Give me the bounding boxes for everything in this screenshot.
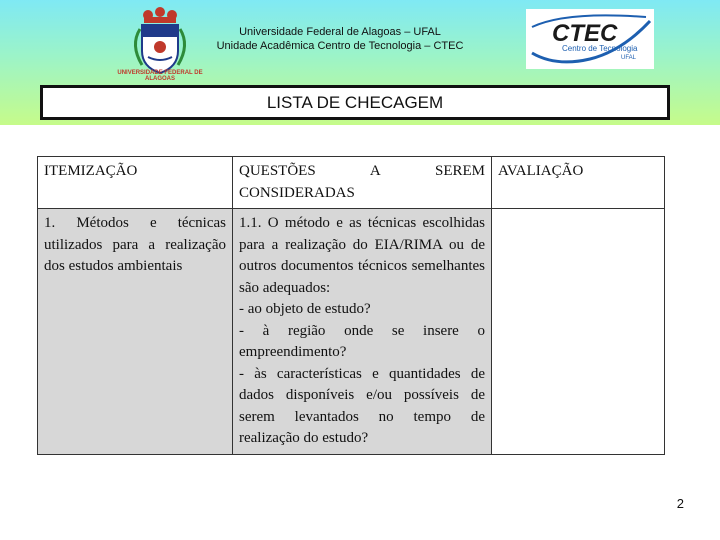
header-evaluation: AVALIAÇÃO [492,157,665,209]
page-number: 2 [676,496,684,511]
table-header-row [38,157,665,209]
questions-cell [233,209,492,455]
academic-unit-name: Unidade Acadêmica Centro de Tecnologia – CTEC [216,40,464,52]
question-sub: - à região onde se insere o empreendimento? [239,322,485,360]
page-title: LISTA DE CHECAGEM [266,93,444,112]
item-cell: 1. Métodos e técnicas utilizados para a realização dos estudos ambientais [38,209,233,455]
ctec-logo [526,9,654,69]
question-main: 1.1. O método e as técnicas escolhidas para a realização do EIA/RIMA ou de outros documentos técnicos semelhantes são adequados: [239,215,485,296]
question-sub: - ao objeto de estudo? [239,301,371,317]
question-sub: - às características e quantidades de dados disponíveis e/ou possíveis de serem levantados no tempo de realização do estudo? [239,365,485,446]
ctec-logo-subtitle: Centro de Tecnologia [562,44,638,53]
institution-name: Universidade Federal de Alagoas – UFAL [239,26,441,38]
evaluation-cell[interactable] [492,209,665,455]
header-itemization: ITEMIZAÇÃO [38,157,233,209]
title-box [40,85,670,120]
ctec-logo-main-text: CTEC [552,20,618,47]
checklist-table [37,156,665,455]
ctec-logo-small-text: UFAL [621,55,637,61]
table-row [38,209,665,455]
ufal-logo-text: UNIVERSIDADE FEDERAL DE ALAGOAS [117,70,203,82]
header-questions: QUESTÕES A SEREM CONSIDERADAS [233,157,492,209]
